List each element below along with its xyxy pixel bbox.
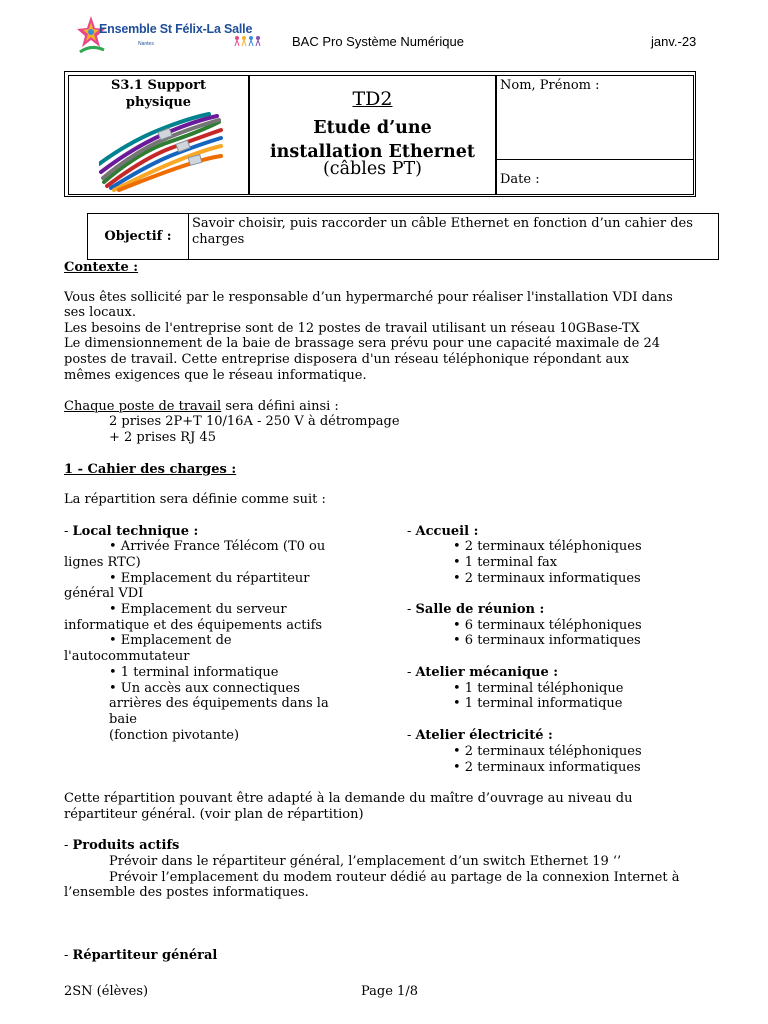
document-title: Etude d’une installation Ethernet [270,118,475,162]
workstation-definition [64,399,339,415]
list-item: • Arrivée France Télécom (T0 ou [109,539,326,554]
workstation-label-rest: sera défini ainsi : [221,399,339,414]
header-title: BAC Pro Système Numérique [292,34,464,49]
logo-text: Ensemble St Félix-La Salle [99,22,253,36]
list-item: baie [109,712,137,727]
workstation-item: 2 prises 2P+T 10/16A - 250 V à détrompage [109,414,400,429]
repartition-note: répartiteur général. (voir plan de répartition) [64,807,364,822]
list-item: • 1 terminal informatique [453,696,623,711]
objective-text: Savoir choisir, puis raccorder un câble Ethernet en fonction d’un cahier des charges [192,216,693,247]
list-item: • 2 terminaux informatiques [453,760,641,775]
context-paragraph-line: Vous êtes sollicité par le responsable d’un hypermarché pour réaliser l'installation VDI dans [64,290,673,305]
list-item: • 1 terminal téléphonique [453,681,624,696]
context-paragraph-line: mêmes exigences que le réseau informatique. [64,368,367,383]
active-products-line: Prévoir dans le répartiteur général, l’emplacement d’un switch Ethernet 19 ‘’ [109,854,622,869]
list-item: • 1 terminal informatique [109,665,279,680]
logo-subtext: Nantes [138,41,154,47]
active-products-line: l’ensemble des postes informatiques. [64,885,309,900]
repartiteur-label: Répartiteur général [72,948,218,963]
list-item: • Emplacement de [109,633,232,648]
list-item: l'autocommutateur [64,649,190,664]
objective-label: Objectif : [88,214,189,259]
specifications-intro: La répartition sera définie comme suit : [64,492,326,507]
list-item: • 1 terminal fax [453,555,558,570]
elec-heading: - Atelier électricité : [407,728,553,743]
context-heading: Contexte : [64,260,139,275]
list-item: (fonction pivotante) [109,728,240,743]
workstation-item: + 2 prises RJ 45 [109,430,216,445]
date-field-label: Date : [500,172,540,187]
accueil-heading: - Accueil : [407,524,479,539]
elec-label: Atelier électricité : [415,728,553,743]
list-item: arrières des équipements dans la [109,696,329,711]
document-subtitle: (câbles PT) [322,159,423,179]
list-item: lignes RTC) [64,555,141,570]
context-paragraph-line: postes de travail. Cette entreprise disposera d'un réseau téléphonique répondant aux [64,352,629,367]
salle-heading: - Salle de réunion : [407,602,545,617]
list-item: • Emplacement du répartiteur [109,571,310,586]
workstation-label: Chaque poste de travail [64,399,222,414]
local-technique-label: Local technique : [72,524,199,539]
list-item: • Emplacement du serveur [109,602,287,617]
repartition-note: Cette répartition pouvant être adapté à la demande du maître d’ouvrage au niveau du [64,791,633,806]
list-item: • 2 terminaux informatiques [453,571,641,586]
module-label: S3.1 Support physique [110,78,207,110]
repartiteur-heading: - Répartiteur général [64,948,218,963]
list-item: • 6 terminaux informatiques [453,633,641,648]
list-item: • 2 terminaux téléphoniques [453,744,642,759]
salle-label: Salle de réunion : [415,602,545,617]
specifications-heading: 1 - Cahier des charges : [64,462,237,477]
active-products-line: Prévoir l’emplacement du modem routeur dédié au partage de la connexion Internet à [109,870,680,885]
list-item: • Un accès aux connectiques [109,681,300,696]
accueil-label: Accueil : [415,524,479,539]
name-field-label: Nom, Prénom : [500,78,600,93]
local-technique-heading: - Local technique : [64,524,199,539]
context-paragraph-line: ses locaux. [64,305,137,320]
list-item: • 6 terminaux téléphoniques [453,618,642,633]
list-item: informatique et des équipements actifs [64,618,323,633]
footer-class: 2SN (élèves) [64,984,149,999]
context-paragraph-line: Les besoins de l'entreprise sont de 12 postes de travail utilisant un réseau 10GBase-TX [64,321,640,336]
document-body [64,0,714,1024]
header-date: janv.-23 [651,34,697,49]
active-products-heading: - Produits actifs [64,838,180,853]
context-paragraph-line: Le dimensionnement de la baie de brassage sera prévu pour une capacité maximale de 24 [64,336,660,351]
td-number: TD2 [352,88,393,110]
meca-label: Atelier mécanique : [415,665,559,680]
page-number: Page 1/8 [361,984,418,999]
active-products-label: Produits actifs [72,838,180,853]
list-item: • 2 terminaux téléphoniques [453,539,642,554]
list-item: général VDI [64,586,144,601]
meca-heading: - Atelier mécanique : [407,665,559,680]
